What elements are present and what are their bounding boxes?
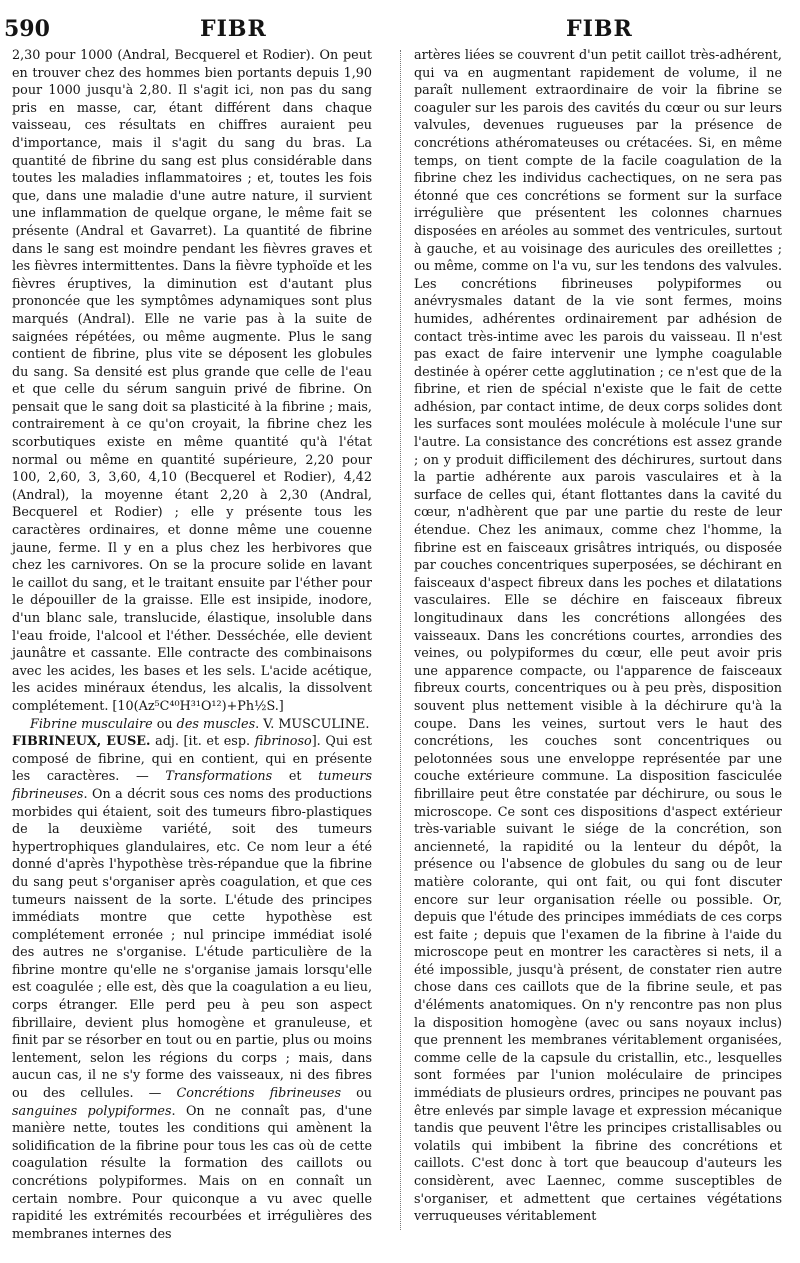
concretions-paragraph: artères liées se couvrent d'un petit caillot très-adhérent, qui va en augmentant rapidement de volume, il ne paraît nullement extraordinaire de voir la fibrine se coaguler sur les parois des cavités du cœur ou sur leurs valvules, devenues rugueuses par la présence de concrétions athéromateuses ou crétacées. Si, en même temps, on tient compte de la facile coagulation de la fibrine chez les individus cachectiques, on ne sera pas étonné que ces concrétions se forment sur la surface irrégulière que présentent les colonnes charnues disposées en aréoles au sommet des ventricules, surtout à gauche, et au voisinage des auricules des oreillettes ; ou même, comme on l'a vu, sur les tendons des valvules. Les concrétions fibrineuses polypiformes ou anévrysmales datant de la vie sont fermes, moins humides, adhérentes ordinairement par adhésion de contact très-intime avec les parois du vaisseau. Il n'est pas exact de faire intervenir une lymphe coagulable destinée à opérer cette agglutination ; ce n'est que de la fibrine, et rien de spécial n'existe que le fait de cette adhésion, par contact intime, de deux corps solides dont les surfaces sont moulées molécule à molécule l'une sur l'autre. La consistance des concrétions est assez grande ; on y produit difficilement des déchirures, surtout dans la partie adhérente aux parois vasculaires et à la surface de celles qui, étant flottantes dans la cavité du cœur, n'adhèrent que par une partie du reste de leur étendue. Chez les animaux, comme chez l'homme, la fibrine est en faisceaux grisâtres intriqués, ou disposée par couches concentriques superposées, se déchirant en faisceaux d'aspect fibreux dans les poches et dilatations vasculaires. Elle se déchire en faisceaux fibreux longitudinaux dans les concrétions allongées des vaisseaux. Dans les concrétions courtes, arrondies des veines, ou polypiformes du cœur, elle peut avoir pris une apparence compacte, ou l'apparence de faisceaux fibreux courts, concentriques ou à peu près, disposition souvent plus nettement visible à la déchirure qu'à la coupe. Dans les veines, surtout vers le haut des concrétions, les couches sont concentriques ou pelotonnées sous une enveloppe représentée par une couche extérieure commune. La disposition fasciculée fibrillaire peut être constatée par déchirure, ou sous le microscope. Ce sont ces dispositions d'aspect extérieur très-variable suivant le siége de la concrétion, son ancienneté, la rapidité ou la lenteur du dépôt, la présence ou l'absence de globules du sang ou de leur matière colorante, qui ont fait, ou qui font discuter encore sur leur organisation réelle ou possible. Or, depuis que l'étude des principes immédiats de ces corps est faite ; depuis que l'examen de la fibrine à l'aide du microscope peut en montrer les caractères si nets, il a été impossible, jusqu'à présent, de constater rien autre chose dans ces caillots que de la fibrine seule, et pas d'éléments anatomiques. On n'y rencontre pas non plus la disposition homogène (avec ou sans noyaux inclus) que prennent les membranes véritablement organisées, comme celle de la capsule du cristallin, etc., lesquelles sont formées par l'union moléculaire de principes immédiats de plusieurs ordres, principes ne pouvant pas être enlevés par simple lavage et expression mécanique tandis que peuvent l'être les principes cristallisables ou volatils qui imbibent la fibrine des concrétions et caillots. C'est donc à tort que beaucoup d'auteurs les considèrent, avec Laennec, comme susceptibles de s'organiser, et admettent que certaines végétations verruqueuses véritablement (414, 48, 782, 1225)
headword: FIBRINEUX, EUSE. (12, 734, 151, 750)
italic-term: sanguines polypiformes (12, 1103, 172, 1119)
text-run: . On ne connaît pas, d'une manière nette, toutes les conditions qui amènent la solidification de la fibrine pour tous les cas où de cette coagulation résulte la formation des caillots ou concrétions polypiformes. Mais on en connaît un certain nombre. Pour quiconque a vu avec quelle rapidité les extrémités recourbées et irrégulières des membranes internes des (12, 1103, 372, 1242)
italic-term: Transformations (165, 769, 273, 785)
italic-term: Concrétions fibrineuses (176, 1086, 342, 1102)
text-run: . V. MUSCULINE. (255, 716, 370, 732)
column-divider (400, 50, 401, 1230)
fibrine-musculaire-entry (12, 716, 372, 734)
fibrine-paragraph: 2,30 pour 1000 (Andral, Becquerel et Rodier). On peut en trouver chez des hommes bien portants depuis 1,90 pour 1000 jusqu'à 2,80. Il s'agit ici, non pas du sang pris en masse, car, étant différent dans chaque vaisseau, ces résultats en chiffres auraient peu d'importance, mais il s'agit du sang du bras. La quantité de fibrine du sang est plus considérable dans toutes les maladies inflammatoires ; et, toutes les fois que, dans une maladie d'une autre nature, il survient une inflammation de quelque organe, le même fait se présente (Andral et Gavarret). La quantité de fibrine dans le sang est moindre pendant les fièvres graves et les fièvres intermittentes. Dans la fièvre typhoïde et les fièvres éruptives, la diminution est d'autant plus prononcée que les symptômes adynamiques sont plus marqués (Andral). Elle ne varie pas à la suite de saignées répétées, ou même augmente. Plus le sang contient de fibrine, plus vite se déposent les globules du sang. Sa densité est plus grande que celle de l'eau et que celle du sérum sanguin privé de fibrine. On pensait que le sang doit sa plasticité à la fibrine ; mais, contrairement à ce qu'on croyait, la fibrine chez les scorbutiques existe en même quantité qu'à l'état normal ou même en quantité supérieure, 2,20 pour 100, 2,60, 3, 3,60, 4,10 (Becquerel et Rodier), 4,42 (Andral), la moyenne étant 2,20 à 2,30 (Andral, Becquerel et Rodier) ; elle y présente tous les caractères ordinaires, et donne même une couenne jaune, ferme. Il y en a plus chez les herbivores que chez les carnivores. On se la procure solide en lavant le caillot du sang, et le traitant ensuite par l'éther pour le dépouiller de la graisse. Elle est insipide, inodore, d'un blanc sale, translucide, élastique, insoluble dans l'eau froide, l'alcool et l'éther. Desséchée, elle devient jaunâtre et cassante. Elle contracte des combinaisons avec les acides, les bases et les sels. L'acide acétique, les acides minéraux étendus, les alcalis, la dissolvent complétement. [10(Az⁵C⁴⁰H³¹O¹²)+Ph½S.] (12, 48, 372, 714)
running-head-right: FIBR (566, 16, 633, 42)
fibrineux-entry (12, 733, 372, 1243)
text-run: et (272, 769, 319, 785)
italic-term: fibrinoso (254, 734, 312, 750)
left-column (12, 47, 372, 1243)
text-run: adj. [it. et esp. (150, 734, 255, 750)
text-run: ]. Qui est composé de fibrine, qui en contient, qui en présente les caractères. — (12, 734, 372, 785)
right-column (414, 47, 782, 1226)
running-head-left: FIBR (200, 16, 267, 42)
text-run: ou (341, 1086, 372, 1102)
page-number: 590 (4, 16, 50, 42)
text-run: ou (152, 716, 177, 732)
italic-term: des muscles (176, 716, 256, 732)
italic-term: Fibrine musculaire (30, 716, 153, 732)
text-run: . On a décrit sous ces noms des productions morbides qui étaient, soit des tumeurs fibro-plastiques de la deuxième variété, soit des tumeurs hypertrophiques glandulaires, etc. Ce nom leur a été donné d'après l'hypothèse très-répandue que la fibrine du sang peut s'organiser après coagulation, et que ces tumeurs naissent de la sorte. L'étude des principes immédiats montre que cette hypothèse est complétement erronée ; nul principe immédiat isolé des autres ne s'organise. L'étude particulière de la fibrine montre qu'elle ne s'organise jamais lorsqu'elle est coagulée ; elle est, dès que la coagulation a eu lieu, corps étranger. Elle perd peu à peu son aspect fibrillaire, devient plus homogène et granuleuse, et finit par se résorber en tout ou en partie, plus ou moins lentement, selon les régions du corps ; mais, dans aucun cas, il ne s'y forme des vaisseaux, ni des fibres ou des cellules. — (12, 786, 372, 1102)
italic-term: tumeurs fibrineuses (12, 769, 372, 802)
